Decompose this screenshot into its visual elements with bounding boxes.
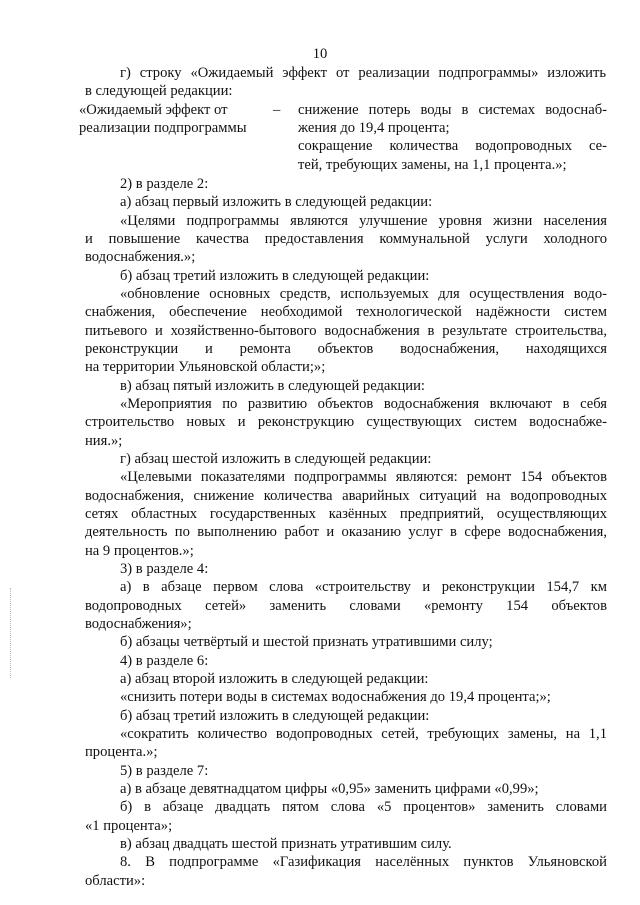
text-line: водоснабжения, снижение количества аварийных ситуаций на водопроводных <box>85 488 607 504</box>
text-line: г) строку «Ожидаемый эффект от реализации подпрограммы» изложить <box>120 65 606 81</box>
text-line: а) в абзаце первом слова «строительству и реконструкции 154,7 км <box>120 579 607 595</box>
text-line: «обновление основных средств, используемых для осуществления водо- <box>120 286 607 302</box>
text-line: строительство новых и реконструкцию существующих систем водоснабже- <box>85 414 607 430</box>
text-line: жения до 19,4 процента; <box>298 120 450 136</box>
text-line: «1 процента»; <box>85 818 173 834</box>
text-line: «Ожидаемый эффект от <box>79 102 228 118</box>
text-line: 5) в разделе 7: <box>120 763 209 779</box>
text-line: в следующей редакции: <box>85 83 233 99</box>
text-line: водоснабжения.»; <box>85 249 196 265</box>
text-line: на 9 процентов.»; <box>85 543 194 559</box>
text-line: снижение потерь воды в системах водоснаб- <box>298 102 607 118</box>
text-line: водоснабжения»; <box>85 616 192 632</box>
text-line: а) абзац второй изложить в следующей редакции: <box>120 671 429 687</box>
text-line: «сократить количество водопроводных сетей, требующих замены, на 1,1 <box>120 726 607 742</box>
text-line: и повышение качества предоставления коммунальной услуги холодного <box>85 231 607 247</box>
text-line: б) абзацы четвёртый и шестой признать утратившими силу; <box>120 634 493 650</box>
scan-artifact <box>10 588 12 678</box>
text-line: тей, требующих замены, на 1,1 процента.»; <box>298 157 567 173</box>
page-number: 10 <box>312 46 328 62</box>
text-line: – <box>273 102 281 118</box>
text-line: «Целевыми показателями подпрограммы являются: ремонт 154 объектов <box>120 469 607 485</box>
text-line: водопроводных сетей» заменить словами «ремонту 154 объектов <box>85 598 607 614</box>
text-line: в) абзац пятый изложить в следующей редакции: <box>120 378 425 394</box>
text-line: реализации подпрограммы <box>79 120 247 136</box>
text-line: ния.»; <box>85 433 123 449</box>
text-line: б) в абзаце двадцать пятом слова «5 процентов» заменить словами <box>120 799 607 815</box>
text-line: деятельность по выполнению работ и оказанию услуг в сфере водоснабжения, <box>85 524 607 540</box>
text-line: 2) в разделе 2: <box>120 176 209 192</box>
text-line: 4) в разделе 6: <box>120 653 209 669</box>
text-line: 3) в разделе 4: <box>120 561 209 577</box>
text-line: в) абзац двадцать шестой признать утратившим силу. <box>120 836 452 852</box>
text-line: снабжения, обеспечение необходимой технологической надёжности систем <box>85 304 607 320</box>
text-line: реконструкции и ремонта объектов водоснабжения, находящихся <box>85 341 607 357</box>
text-line: области»: <box>85 873 146 889</box>
text-line: 8. В подпрограмме «Газификация населённых пунктов Ульяновской <box>120 854 607 870</box>
text-line: «Мероприятия по развитию объектов водоснабжения включают в себя <box>120 396 607 412</box>
text-line: питьевого и хозяйственно-бытового водоснабжения в результате строительства, <box>85 323 607 339</box>
text-line: сетях областных государственных казённых предприятий, осуществляющих <box>85 506 607 522</box>
text-line: б) абзац третий изложить в следующей редакции: <box>120 268 430 284</box>
text-line: а) в абзаце девятнадцатом цифры «0,95» заменить цифрами «0,99»; <box>120 781 539 797</box>
text-line: «снизить потери воды в системах водоснабжения до 19,4 процента;»; <box>120 689 551 705</box>
text-line: на территории Ульяновской области;»; <box>85 359 326 375</box>
text-line: сокращение количества водопроводных се- <box>298 138 607 154</box>
text-line: процента.»; <box>85 744 158 760</box>
text-line: «Целями подпрограммы являются улучшение уровня жизни населения <box>120 213 607 229</box>
text-line: а) абзац первый изложить в следующей редакции: <box>120 194 433 210</box>
text-line: б) абзац третий изложить в следующей редакции: <box>120 708 430 724</box>
text-line: г) абзац шестой изложить в следующей редакции: <box>120 451 432 467</box>
